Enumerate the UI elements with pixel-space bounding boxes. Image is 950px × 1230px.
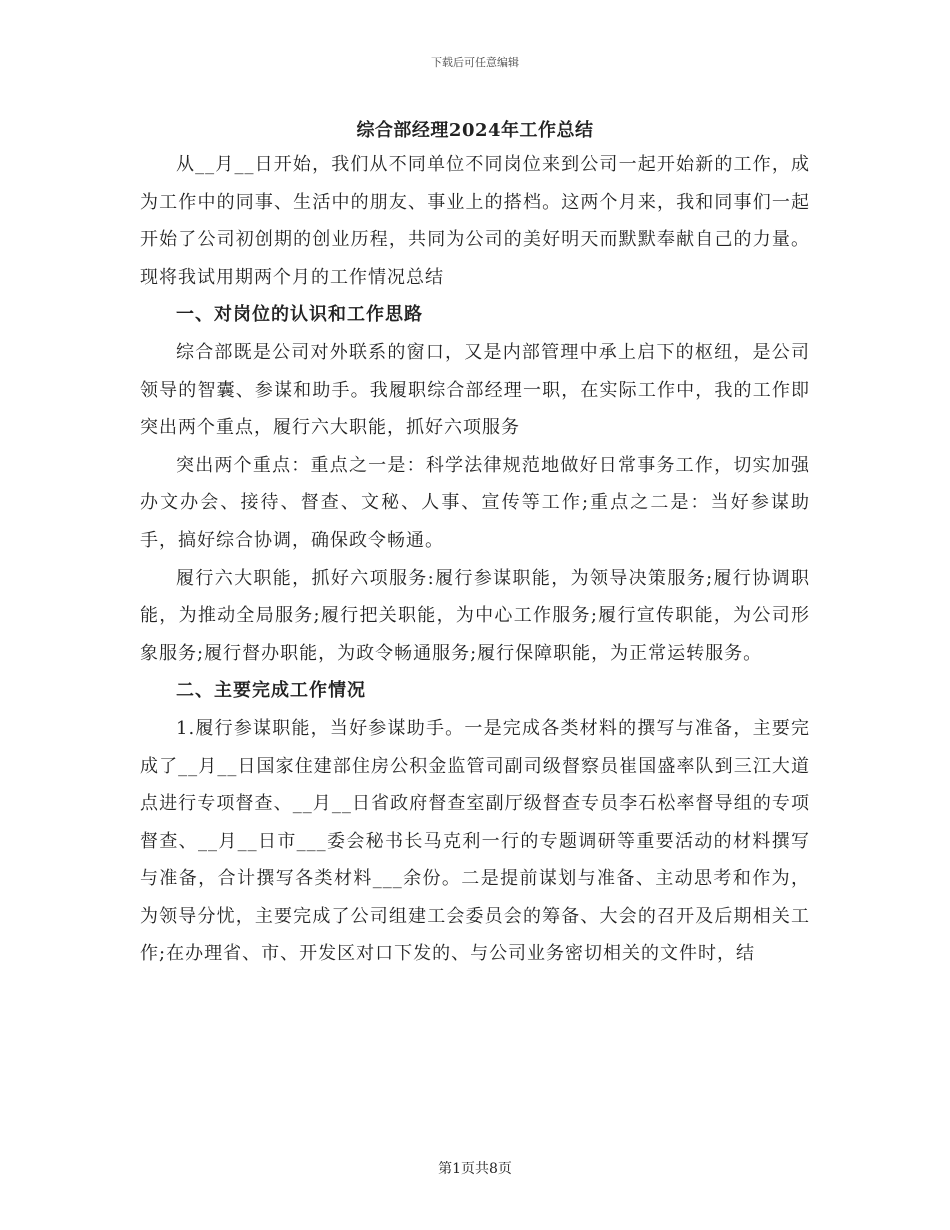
paragraph-intro: 从__月__日开始，我们从不同单位不同岗位来到公司一起开始新的工作，成为工作中的同事、生活中的朋友、事业上的搭档。这两个月来，我和同事们一起开始了公司初创期的创业历程，共同为公司的美好明天而默默奉献自己的力量。现将我试用期两个月的工作情况总结 [140,154,810,288]
page-header-note: 下载后可任意编辑 [431,56,519,69]
section-heading-2: 二、主要完成工作情况 [176,680,366,702]
document-title: 综合部经理2024年工作总结 [356,120,594,141]
paragraph-two-focuses: 突出两个重点：重点之一是：科学法律规范地做好日常事务工作，切实加强办文办会、接待、督查、文秘、人事、宣传等工作;重点之二是：当好参谋助手，搞好综合协调，确保政令畅通。 [140,454,810,551]
paragraph-work-item-1: 1.履行参谋职能，当好参谋助手。一是完成各类材料的撰写与准备，主要完成了__月__日国家住建部住房公积金监管司副司级督察员崔国盛率队到三江大道点进行专项督查、__月__日省政府督查室副厅级督查专员李石松率督导组的专项督查、__月__日市___委会秘书长马克利一行的专题调研等重要活动的材料撰写与准备，合计撰写各类材料___余份。二是提前谋划与准备、主动思考和作为，为领导分忧，主要完成了公司组建工会委员会的筹备、大会的召开及后期相关工作;在办理省、市、开发区对口下发的、与公司业务密切相关的文件时，结 [140,717,810,965]
paragraph-role: 综合部既是公司对外联系的窗口，又是内部管理中承上启下的枢纽，是公司领导的智囊、参谋和助手。我履职综合部经理一职，在实际工作中，我的工作即突出两个重点，履行六大职能，抓好六项服务 [140,341,810,439]
section-heading-1: 一、对岗位的认识和工作思路 [176,304,423,326]
paragraph-six-functions: 履行六大职能，抓好六项服务:履行参谋职能，为领导决策服务;履行协调职能，为推动全局服务;履行把关职能，为中心工作服务;履行宣传职能，为公司形象服务;履行督办职能，为政令畅通服务;履行保障职能，为正常运转服务。 [140,567,810,664]
document-body [140,146,810,973]
page-number-footer: 第1页共8页 [438,1161,512,1177]
